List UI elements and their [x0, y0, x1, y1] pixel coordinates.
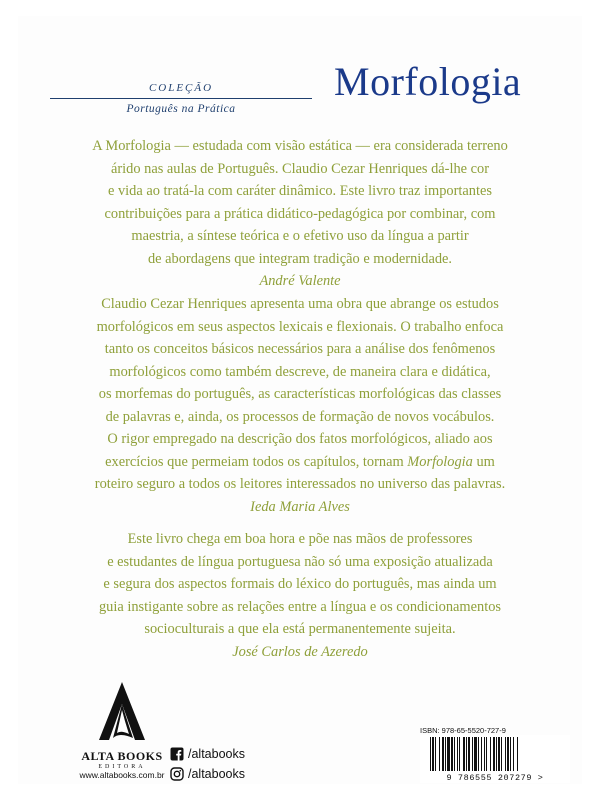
barcode-bar	[507, 737, 509, 771]
facebook-handle: /altabooks	[188, 747, 245, 761]
review-line: A Morfologia — estudada com visão estática — era considerada terreno	[92, 138, 508, 154]
barcode-bar	[439, 737, 440, 771]
barcode-bar	[430, 737, 431, 771]
barcode-bar	[513, 737, 514, 771]
review-line: maestria, a síntese teórica e o efetivo uso da língua a partir	[131, 228, 469, 244]
barcode-bar	[484, 737, 485, 771]
review-line: árido nas aulas de Português. Claudio Cezar Henriques dá-lhe cor	[110, 160, 490, 177]
barcode-bar	[451, 737, 453, 771]
barcode-bar	[445, 737, 446, 771]
collection-name: Português na Prática	[126, 103, 236, 115]
review-line: e segura dos aspectos formais do léxico do português, mas ainda um	[103, 576, 497, 592]
review-line: Este livro chega em boa hora e põe nas mãos de professores	[127, 531, 473, 547]
review-author: André Valente	[259, 273, 341, 289]
barcode-bar	[517, 737, 518, 771]
review-line-part: exercícios que permeiam todos os capítulos, tornam	[105, 453, 404, 470]
barcode-bar	[474, 737, 477, 771]
isbn-label: ISBN: 978-65-5520-727-9	[420, 726, 506, 735]
publisher-url: www.altabooks.com.br	[79, 770, 165, 780]
review-line: Claudio Cezar Henriques apresenta uma obra que abrange os estudos	[101, 296, 499, 312]
review-line	[60, 451, 540, 474]
collection-label: COLEÇÃO	[148, 82, 214, 94]
barcode-bar	[463, 737, 465, 771]
barcode-bar	[498, 737, 500, 771]
book-title: Morfologia	[334, 59, 522, 104]
collection-divider	[50, 98, 312, 99]
barcode-bar	[435, 737, 436, 771]
barcode-bar	[432, 737, 434, 771]
barcode-bar	[486, 737, 487, 771]
instagram-icon	[170, 767, 184, 781]
review-line: e vida ao tratá-la com caráter dinâmico. Este livro traz importantes	[108, 183, 492, 199]
barcode-bar	[472, 737, 473, 771]
barcode-bar	[468, 737, 470, 771]
barcode-bar	[501, 737, 502, 771]
review-author: Ieda Maria Alves	[250, 498, 350, 515]
review-1	[60, 135, 540, 293]
barcode-digits: 9 786555 207279 >	[446, 773, 544, 783]
review-line-part: um	[476, 453, 495, 470]
title-mention: Morfologia	[407, 453, 473, 470]
review-line: contribuições para a prática didático-pedagógica por combinar, com	[104, 205, 496, 222]
review-line: guia instigante sobre as relações entre a língua e os condicionamentos	[98, 598, 501, 615]
review-2	[60, 293, 540, 518]
publisher-name: ALTA BOOKS	[81, 749, 163, 763]
review-line: morfológicos em seus aspectos lexicais e flexionais. O trabalho enfoca	[96, 318, 504, 335]
barcode-bar	[478, 737, 479, 771]
barcode-bar	[481, 737, 482, 771]
barcode-bar	[490, 737, 491, 771]
review-line: os morfemas do português, as características morfológicas das classes	[98, 386, 502, 402]
review-3	[60, 528, 540, 663]
barcode	[420, 735, 570, 783]
barcode-bar	[447, 737, 450, 771]
review-line: de abordagens que integram tradição e modernidade.	[147, 250, 453, 267]
review-line: morfológicos como também descreve, de maneira clara e didática,	[109, 363, 491, 380]
review-line: de palavras e, ainda, os processos de formação de novos vocábulos.	[105, 408, 495, 425]
barcode-bar	[442, 737, 444, 771]
publisher-sub: EDITORA	[98, 764, 146, 770]
review-line: roteiro seguro a todos os leitores interessados no universo das palavras.	[94, 476, 506, 492]
barcode-bars	[420, 735, 570, 773]
collection-header	[50, 82, 312, 115]
instagram-handle: /altabooks	[188, 767, 245, 781]
barcode-bar	[466, 737, 467, 771]
review-author: José Carlos de Azeredo	[232, 643, 368, 660]
review-line: socioculturais a que ela está permanentemente sujeita.	[144, 621, 456, 637]
barcode-bar	[510, 737, 511, 771]
review-line: e estudantes de língua portuguesa não só uma exposição atualizada	[107, 553, 493, 570]
barcode-bar	[493, 737, 495, 771]
publisher-logo	[62, 680, 182, 780]
barcode-bar	[496, 737, 497, 771]
review-line: tanto os conceitos básicos necessários para a análise dos fenômenos	[104, 341, 496, 357]
barcode-bar	[459, 737, 460, 771]
alta-books-mark-icon	[97, 680, 147, 742]
review-line: O rigor empregado na descrição dos fatos morfológicos, aliado aos	[107, 431, 493, 447]
facebook-link[interactable]	[170, 744, 245, 764]
barcode-bar	[505, 737, 506, 771]
barcode-bar	[454, 737, 455, 771]
instagram-link[interactable]	[170, 764, 245, 784]
barcode-bar	[457, 737, 458, 771]
social-links	[170, 744, 245, 784]
facebook-icon	[170, 747, 184, 761]
